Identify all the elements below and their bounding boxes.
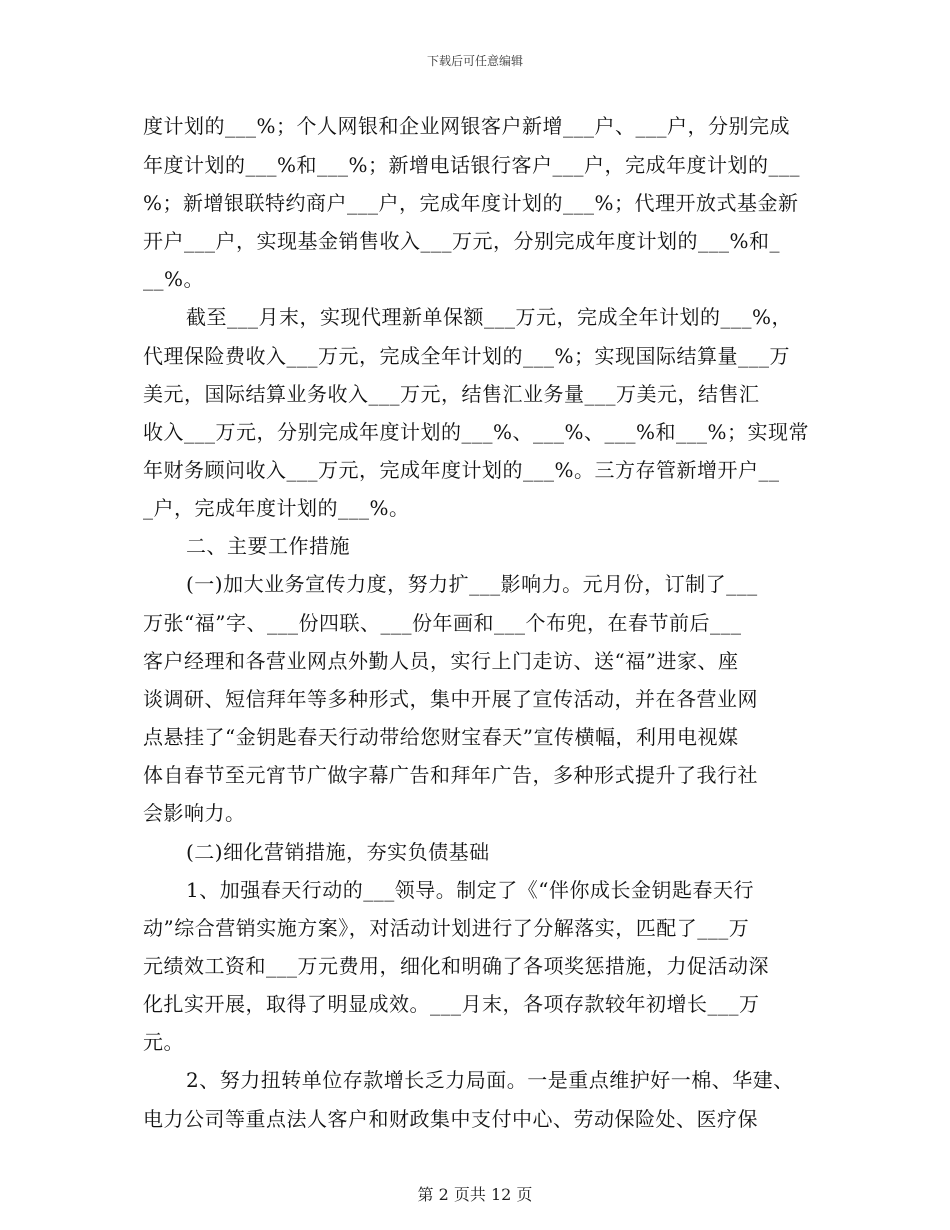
text-line: 元。	[143, 1030, 184, 1054]
text-line: 开户___户，实现基金销售收入___万元，分别完成年度计划的___%和_	[143, 229, 781, 253]
text-line: 1、加强春天行动的___领导。制定了《“伴你成长金钥匙春天行	[186, 878, 754, 902]
text-line: 体自春节至元宵节广做字幕广告和拜年广告，多种形式提升了我行社	[143, 763, 758, 787]
text-line: 收入___万元，分别完成年度计划的___%、___%、___%和___%；实现常	[143, 420, 810, 444]
page-number: 第 2 页共 12 页	[417, 1185, 533, 1204]
section-heading: 二、主要工作措施	[186, 534, 350, 558]
text-line: (一)加大业务宣传力度，努力扩___影响力。元月份，订制了___	[186, 572, 758, 596]
text-line: 年度计划的___%和___%；新增电话银行客户___户，完成年度计划的___	[143, 153, 801, 177]
text-line: 化扎实开展，取得了明显成效。___月末，各项存款较年初增长___万	[143, 992, 760, 1016]
text-line: 截至___月末，实现代理新单保额___万元，完成全年计划的___%，	[186, 305, 793, 329]
text-line: 年财务顾问收入___万元，完成年度计划的___%。三方存管新增开户__	[143, 458, 780, 482]
text-line: 客户经理和各营业网点外勤人员，实行上门走访、送“福”进家、座	[143, 649, 739, 673]
text-line: 点悬挂了“金钥匙春天行动带给您财宝春天”宣传横幅，利用电视媒	[143, 725, 739, 749]
text-line: 万张“福”字、___份四联、___份年画和___个布兜，在春节前后___	[143, 611, 742, 635]
text-line: _户，完成年度计划的___%。	[143, 496, 410, 520]
text-line: %；新增银联特约商户___户，完成年度计划的___%；代理开放式基金新	[143, 191, 799, 215]
text-line: 会影响力。	[143, 801, 246, 825]
text-line: 代理保险费收入___万元，完成全年计划的___%；实现国际结算量___万	[143, 344, 791, 368]
text-line: 美元，国际结算业务收入___万元，结售汇业务量___万美元，结售汇	[143, 382, 760, 406]
text-line: __%。	[143, 267, 205, 291]
text-line: 动”综合营销实施方案》，对活动计划进行了分解落实，匹配了___万	[143, 916, 750, 940]
text-line: 度计划的___%；个人网银和企业网银客户新增___户、___户，分别完成	[143, 114, 791, 138]
subsection-heading: (二)细化营销措施，夯实负债基础	[186, 840, 490, 864]
text-line: 2、努力扭转单位存款增长乏力局面。一是重点维护好一棉、华建、	[186, 1068, 794, 1092]
text-line: 元绩效工资和___万元费用，细化和明确了各项奖惩措施，力促活动深	[143, 954, 769, 978]
page-header-note: 下载后可任意编辑	[426, 54, 523, 68]
text-line: 谈调研、短信拜年等多种形式，集中开展了宣传活动，并在各营业网	[143, 687, 758, 711]
text-line: 电力公司等重点法人客户和财政集中支付中心、劳动保险处、医疗保	[143, 1107, 758, 1131]
